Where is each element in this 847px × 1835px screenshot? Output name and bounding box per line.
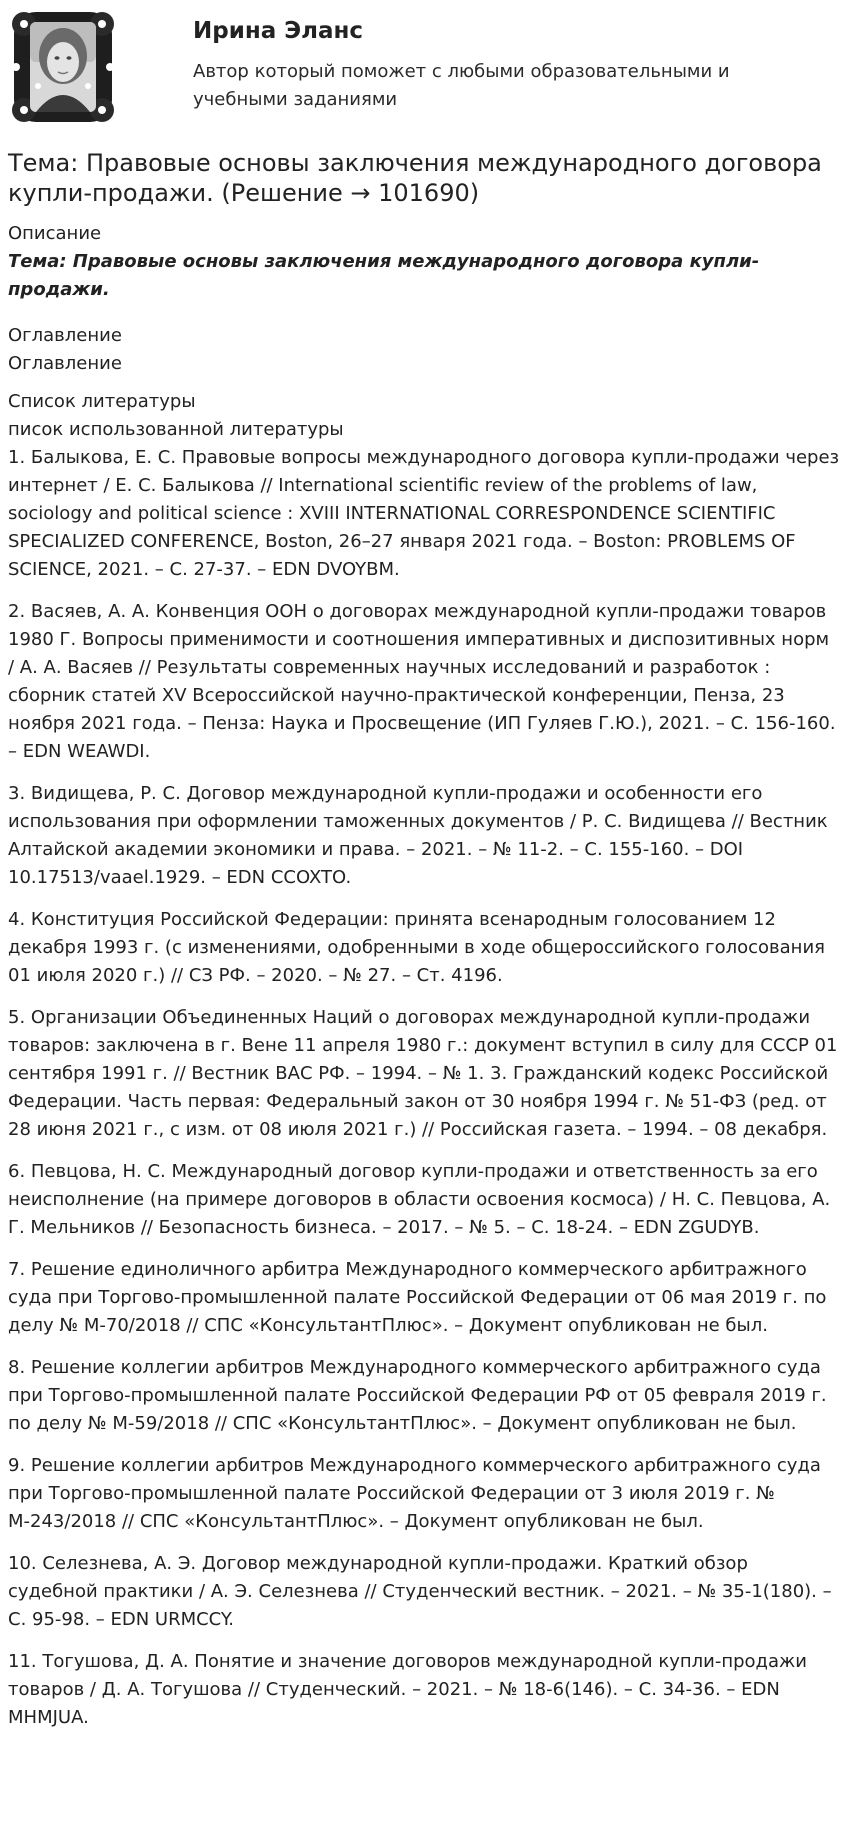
- page-title: Тема: Правовые основы заключения международного договора купли-продажи. (Решение → 101690): [8, 149, 822, 207]
- reference-item: 10. Селезнева, А. Э. Договор международной купли-продажи. Краткий обзор судебной практики / А. Э. Селезнева // Студенческий вестник. – 2021. – № 35-1(180). – С. 95-98. – EDN URMCCY.: [8, 1553, 832, 1630]
- reference-item: 2. Васяев, А. А. Конвенция ООН о договорах международной купли-продажи товаров 1980 Г. Вопросы применимости и соотношения императивных и диспозитивных норм / А. А. Васяев // Результаты современных научных исследований и разработок : сборник статей XV Всероссийской научно-практической конференции, Пенза, 23 ноября 2021 года. – Пенза: Наука и Просвещение (ИП Гуляев Г.Ю.), 2021. – С. 156-160. – EDN WEAWDI.: [8, 601, 836, 762]
- author-name: Ирина Эланс: [193, 18, 364, 44]
- description-label: Описание: [8, 223, 102, 244]
- reference-item: 1. Балыкова, Е. С. Правовые вопросы международного договора купли-продажи через интернет / Е. С. Балыкова // International scientific review of the problems of law, sociology and political science : XVIII INTERNATIONAL CORRESPONDENCE SCIENTIFIC SPECIALIZED CONFERENCE, Boston, 26–27 января 2021 года. – Boston: PROBLEMS OF SCIENCE, 2021. – С. 27-37. – EDN DVOYBM.: [8, 447, 840, 580]
- references-list: [8, 444, 840, 1732]
- document-body: [8, 148, 840, 1746]
- reference-item: 3. Видищева, Р. С. Договор международной купли-продажи и особенности его использования при оформлении таможенных документов / Р. С. Видищева // Вестник Алтайской академии экономики и права. – 2021. – № 11-2. – С. 155-160. – DOI 10.17513/vaael.1929. – EDN CCOXTO.: [8, 783, 828, 888]
- author-description: Автор который поможет с любыми образовательными и учебными заданиями: [193, 61, 730, 110]
- author-avatar: [8, 8, 118, 126]
- references-label: Список литературы: [8, 391, 196, 412]
- author-card: [8, 8, 838, 128]
- reference-item: 7. Решение единоличного арбитра Международного коммерческого арбитражного суда при Торгово-промышленной палате Российской Федерации от 06 мая 2019 г. по делу № М-70/2018 // СПС «КонсультантПлюс». – Документ опубликован не был.: [8, 1259, 827, 1336]
- reference-item: 5. Организации Объединенных Наций о договорах международной купли-продажи товаров: заключена в г. Вене 11 апреля 1980 г.: документ вступил в силу для СССР 01 сентября 1991 г. // Вестник ВАС РФ. – 1994. – № 1. 3. Гражданский кодекс Российской Федерации. Часть первая: Федеральный закон от 30 ноября 1994 г. № 51-ФЗ (ред. от 28 июня 2021 г., с изм. от 08 июля 2021 г.) // Российская газета. – 1994. – 08 декабря.: [8, 1007, 838, 1140]
- reference-item: 6. Певцова, Н. С. Международный договор купли-продажи и ответственность за его неисполнение (на примере договоров в области освоения космоса) / Н. С. Певцова, А. Г. Мельников // Безопасность бизнеса. – 2017. – № 5. – С. 18-24. – EDN ZGUDYB.: [8, 1161, 831, 1238]
- reference-item: 9. Решение коллегии арбитров Международного коммерческого арбитражного суда при Торгово-промышленной палате Российской Федерации от 3 июля 2019 г. № М-243/2018 // СПС «КонсультантПлюс». – Документ опубликован не был.: [8, 1455, 821, 1532]
- toc-label: Оглавление: [8, 325, 122, 346]
- toc-label-repeat: Оглавление: [8, 353, 122, 374]
- subject-heading: Тема: Правовые основы заключения международного договора купли-продажи.: [8, 251, 760, 300]
- reference-item: 8. Решение коллегии арбитров Международного коммерческого арбитражного суда при Торгово-промышленной палате Российской Федерации РФ от 05 февраля 2019 г. по делу № М-59/2018 // СПС «КонсультантПлюс». – Документ опубликован не был.: [8, 1357, 827, 1434]
- references-subtitle: писок использованной литературы: [8, 419, 344, 440]
- reference-item: 11. Тогушова, Д. А. Понятие и значение договоров международной купли-продажи товаров / Д. А. Тогушова // Студенческий. – 2021. – № 18-6(146). – С. 34-36. – EDN MHMJUA.: [8, 1651, 807, 1728]
- reference-item: 4. Конституция Российской Федерации: принята всенародным голосованием 12 декабря 1993 г. (с изменениями, одобренными в ходе общероссийского голосования 01 июля 2020 г.) // СЗ РФ. – 2020. – № 27. – Ст. 4196.: [8, 909, 825, 986]
